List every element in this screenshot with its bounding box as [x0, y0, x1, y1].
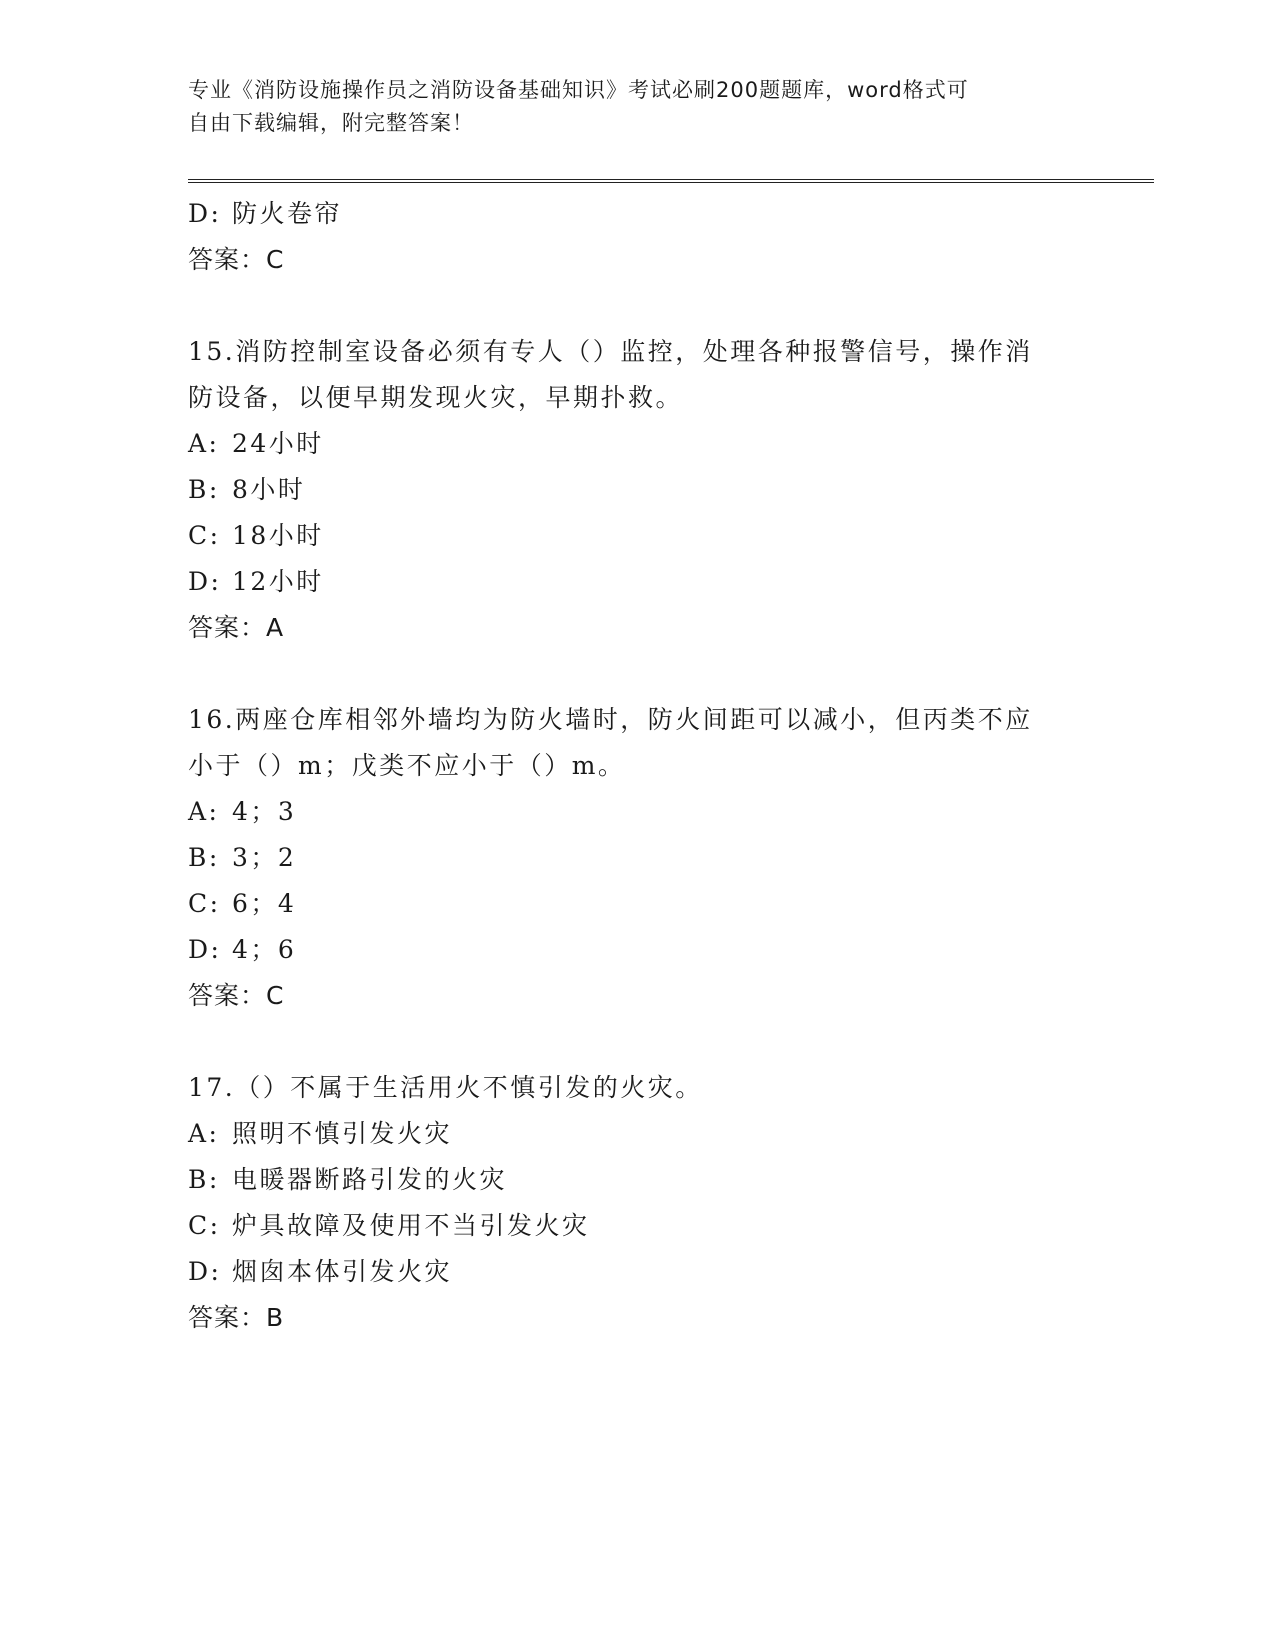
option-c — [188, 1203, 1088, 1249]
option-b — [188, 467, 1088, 513]
option-d — [188, 191, 1088, 237]
option-text: 12小时 — [232, 567, 324, 596]
option-key: C: — [188, 889, 221, 918]
option-text: 18小时 — [232, 521, 324, 550]
answer-label: 答案： — [188, 1303, 267, 1332]
option-a — [188, 789, 1088, 835]
question-stem: 15.消防控制室设备必须有专人（）监控，处理各种报警信号，操作消 — [188, 337, 1033, 366]
option-key: C: — [188, 1211, 221, 1240]
option-text: 4；6 — [232, 935, 297, 964]
option-text: 3；2 — [232, 843, 297, 872]
option-a — [188, 421, 1088, 467]
header-divider — [188, 179, 1154, 183]
question-17 — [188, 1065, 1088, 1341]
option-text: 烟囱本体引发火灾 — [232, 1257, 453, 1286]
option-key: D: — [188, 199, 222, 228]
document-body — [188, 191, 1088, 1341]
option-text: 电暖器断路引发的火灾 — [232, 1165, 508, 1194]
option-key: B: — [188, 475, 220, 504]
option-text: 4；3 — [232, 797, 297, 826]
answer-line — [188, 1295, 1088, 1341]
page-header — [188, 74, 1078, 140]
option-text: 照明不慎引发火灾 — [232, 1119, 453, 1148]
answer-line — [188, 237, 1088, 283]
question-stem: 17.（）不属于生活用火不慎引发的火灾。 — [188, 1073, 703, 1102]
option-b — [188, 1157, 1088, 1203]
option-text: 24小时 — [232, 429, 324, 458]
answer-value: A — [266, 613, 285, 642]
question-stem-continued: 防设备，以便早期发现火灾，早期扑救。 — [188, 383, 684, 412]
answer-label: 答案： — [188, 613, 267, 642]
option-text: 8小时 — [232, 475, 306, 504]
answer-value: C — [266, 245, 285, 274]
option-key: D: — [188, 567, 222, 596]
header-line-1: 专业《消防设施操作员之消防设备基础知识》考试必刷200题题库，word格式可 — [188, 78, 969, 102]
option-key: D: — [188, 1257, 222, 1286]
option-d — [188, 1249, 1088, 1295]
option-b — [188, 835, 1088, 881]
option-key: C: — [188, 521, 221, 550]
option-key: A: — [188, 797, 220, 826]
answer-line — [188, 605, 1088, 651]
answer-label: 答案： — [188, 245, 267, 274]
option-key: A: — [188, 1119, 220, 1148]
answer-label: 答案： — [188, 981, 267, 1010]
question-15 — [188, 329, 1088, 651]
question-16 — [188, 697, 1088, 1019]
option-key: A: — [188, 429, 220, 458]
prev-question-block — [188, 191, 1088, 283]
option-d — [188, 559, 1088, 605]
header-line-2: 自由下载编辑，附完整答案！ — [188, 111, 474, 135]
option-c — [188, 513, 1088, 559]
answer-value: C — [266, 981, 285, 1010]
option-key: B: — [188, 1165, 220, 1194]
option-text: 炉具故障及使用不当引发火灾 — [232, 1211, 590, 1240]
option-c — [188, 881, 1088, 927]
answer-value: B — [266, 1303, 285, 1332]
option-key: B: — [188, 843, 220, 872]
question-stem: 16.两座仓库相邻外墙均为防火墙时，防火间距可以减小，但丙类不应 — [188, 705, 1033, 734]
answer-line — [188, 973, 1088, 1019]
option-text: 6；4 — [232, 889, 297, 918]
option-d — [188, 927, 1088, 973]
option-key: D: — [188, 935, 222, 964]
option-text: 防火卷帘 — [232, 199, 343, 228]
option-a — [188, 1111, 1088, 1157]
question-stem-continued: 小于（）m；戊类不应小于（）m。 — [188, 751, 626, 780]
